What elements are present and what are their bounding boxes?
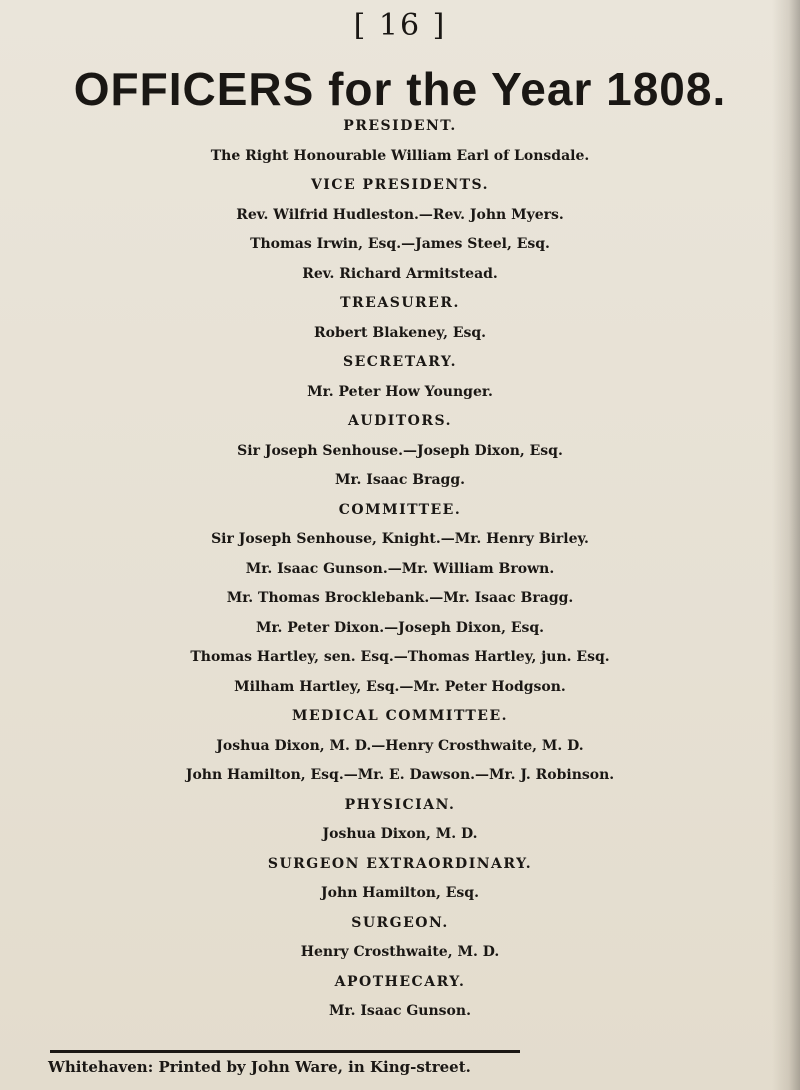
officer-names: Mr. Isaac Bragg. xyxy=(334,472,466,488)
office-heading: AUDITORS. xyxy=(348,413,452,429)
officer-names: Mr. Isaac Gunson.—Mr. William Brown. xyxy=(245,560,555,577)
officer-names: Thomas Hartley, sen. Esq.—Thomas Hartley, jun. Esq. xyxy=(190,649,610,665)
office-heading: TREASURER. xyxy=(340,295,460,311)
office-heading: PHYSICIAN. xyxy=(344,796,456,813)
officer-names: Sir Joseph Senhouse.—Joseph Dixon, Esq. xyxy=(237,442,563,459)
officer-names: Rev. Wilfrid Hudleston.—Rev. John Myers. xyxy=(236,206,564,223)
officer-names: Mr. Thomas Brocklebank.—Mr. Isaac Bragg. xyxy=(226,590,574,606)
office-heading: VICE PRESIDENTS. xyxy=(310,177,490,193)
officer-names: John Hamilton, Esq.—Mr. E. Dawson.—Mr. J. Robinson. xyxy=(185,767,615,783)
officer-names: The Right Honourable William Earl of Lonsdale. xyxy=(210,147,590,164)
office-heading: SURGEON. xyxy=(351,914,449,931)
divider-rule xyxy=(50,1050,520,1053)
officer-names: Joshua Dixon, M. D. xyxy=(322,826,478,842)
page-title: OFFICERS for the Year 1808. xyxy=(73,63,727,115)
office-heading: PRESIDENT. xyxy=(343,118,457,134)
officer-names: Sir Joseph Senhouse, Knight.—Mr. Henry Birley. xyxy=(211,531,589,547)
office-heading: SECRETARY. xyxy=(342,354,457,370)
officer-names: Robert Blakeney, Esq. xyxy=(313,324,487,341)
office-heading: MEDICAL COMMITTEE. xyxy=(291,708,508,724)
officer-names: Mr. Isaac Gunson. xyxy=(329,1003,471,1019)
printer-imprint: Whitehaven: Printed by John Ware, in King-street. xyxy=(48,1058,471,1076)
office-heading: COMMITTEE. xyxy=(338,501,462,518)
officers-list xyxy=(0,112,800,1027)
page-number: [ 16 ] xyxy=(353,8,447,43)
officer-names: Joshua Dixon, M. D.—Henry Crosthwaite, M. D. xyxy=(216,737,584,754)
officer-names: Henry Crosthwaite, M. D. xyxy=(300,944,500,960)
officer-names: Thomas Irwin, Esq.—James Steel, Esq. xyxy=(250,236,550,252)
officer-names: Mr. Peter Dixon.—Joseph Dixon, Esq. xyxy=(255,619,545,636)
office-heading: APOTHECARY. xyxy=(334,973,466,990)
office-heading: SURGEON EXTRAORDINARY. xyxy=(267,855,533,872)
officer-names: Milham Hartley, Esq.—Mr. Peter Hodgson. xyxy=(234,678,566,695)
officer-names: Rev. Richard Armitstead. xyxy=(302,265,498,282)
officer-names: John Hamilton, Esq. xyxy=(321,885,479,901)
officer-names: Mr. Peter How Younger. xyxy=(307,383,493,400)
